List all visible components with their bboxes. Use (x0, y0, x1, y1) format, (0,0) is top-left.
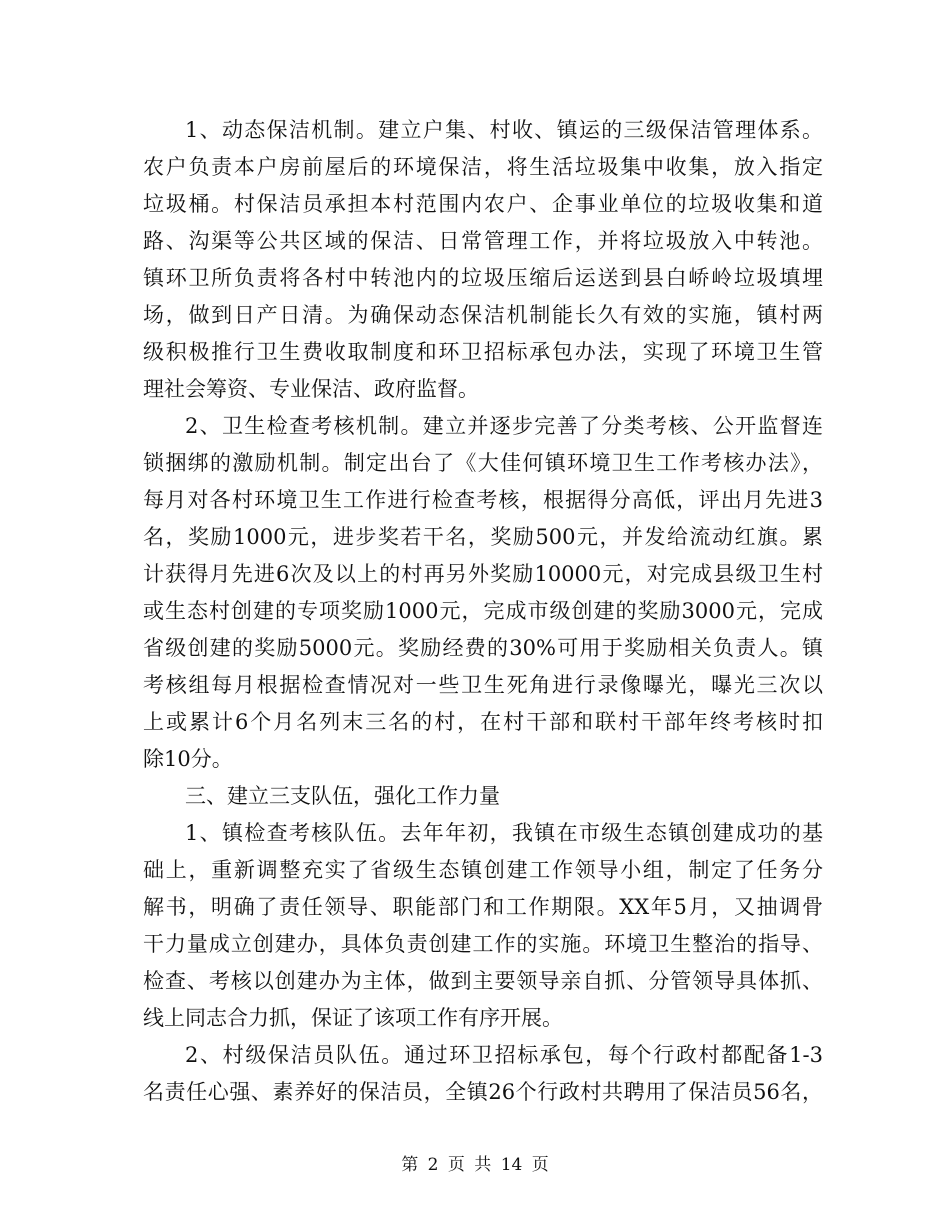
text-line: 名责任心强、素养好的保洁员，全镇26个行政村共聘用了保洁员56名， (143, 1080, 823, 1104)
text-line: 三、建立三支队伍，强化工作力量 (185, 784, 500, 808)
page-footer: 第 2 页 共 14 页 (401, 1155, 549, 1175)
text-line: 场，做到日产日清。为确保动态保洁机制能长久有效的实施，镇村两 (143, 303, 823, 327)
text-line: 或生态村创建的专项奖励1000元，完成市级创建的奖励3000元，完成 (143, 599, 823, 623)
text-line: 每月对各村环境卫生工作进行检查考核，根据得分高低，评出月先进3 (143, 488, 823, 512)
text-line: 解书，明确了责任领导、职能部门和工作期限。XX年5月，又抽调骨 (143, 895, 823, 919)
text-line: 垃圾桶。村保洁员承担本村范围内农户、企事业单位的垃圾收集和道 (143, 192, 823, 216)
text-line: 2、卫生检查考核机制。建立并逐步完善了分类考核、公开监督连 (185, 414, 823, 438)
text-line: 础上，重新调整充实了省级生态镇创建工作领导小组，制定了任务分 (143, 858, 823, 882)
text-line: 路、沟渠等公共区域的保洁、日常管理工作，并将垃圾放入中转池。 (143, 229, 823, 253)
text-line: 1、镇检查考核队伍。去年年初，我镇在市级生态镇创建成功的基 (185, 821, 823, 845)
text-line: 镇环卫所负责将各村中转池内的垃圾压缩后运送到县白峤岭垃圾填埋 (143, 266, 823, 290)
text-line: 干力量成立创建办，具体负责创建工作的实施。环境卫生整治的指导、 (143, 932, 823, 956)
text-line: 计获得月先进6次及以上的村再另外奖励10000元，对完成县级卫生村 (143, 562, 823, 586)
text-line: 级积极推行卫生费收取制度和环卫招标承包办法，实现了环境卫生管 (143, 340, 823, 364)
text-line: 农户负责本户房前屋后的环境保洁，将生活垃圾集中收集，放入指定 (143, 155, 823, 179)
text-line: 考核组每月根据检查情况对一些卫生死角进行录像曝光，曝光三次以 (143, 673, 823, 697)
text-line: 锁捆绑的激励机制。制定出台了《大佳何镇环境卫生工作考核办法》， (143, 451, 823, 475)
text-line: 省级创建的奖励5000元。奖励经费的30%可用于奖励相关负责人。镇 (143, 636, 823, 660)
text-line: 线上同志合力抓，保证了该项工作有序开展。 (143, 1006, 563, 1030)
text-line: 2、村级保洁员队伍。通过环卫招标承包，每个行政村都配备1-3 (185, 1043, 823, 1067)
text-line: 1、动态保洁机制。建立户集、村收、镇运的三级保洁管理体系。 (185, 118, 823, 142)
text-line: 除10分。 (143, 747, 233, 771)
text-line: 理社会筹资、专业保洁、政府监督。 (143, 377, 479, 401)
text-line: 上或累计6个月名列末三名的村，在村干部和联村干部年终考核时扣 (143, 710, 823, 734)
text-line: 检查、考核以创建办为主体，做到主要领导亲自抓、分管领导具体抓、 (143, 969, 823, 993)
text-line: 名，奖励1000元，进步奖若干名，奖励500元，并发给流动红旗。累 (143, 525, 823, 549)
